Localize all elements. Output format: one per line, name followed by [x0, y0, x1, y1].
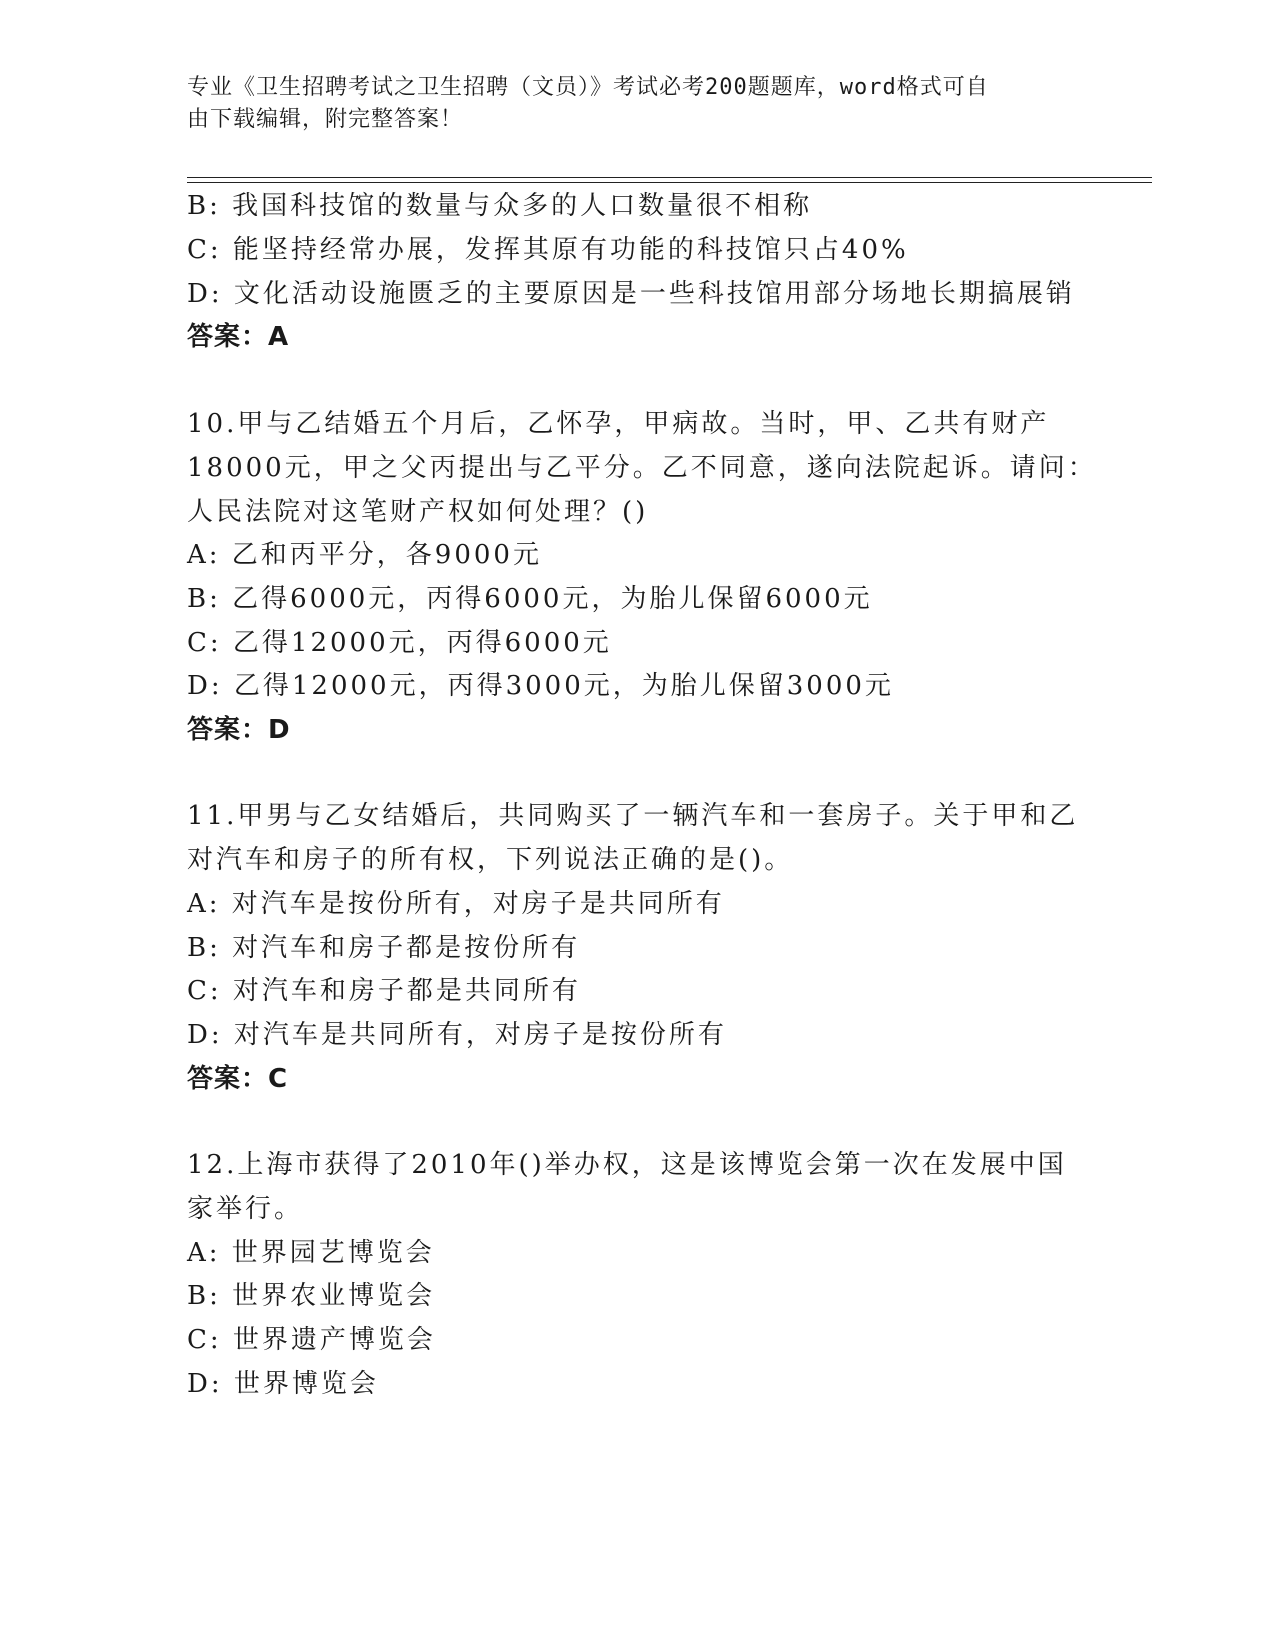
q12-option-c: C: 世界遗产博览会: [187, 1325, 436, 1355]
q10-option-a: A: 乙和丙平分，各9000元: [187, 540, 542, 570]
q10-stem-line-3: 人民法院对这笔财产权如何处理？(): [187, 497, 649, 527]
q12-option-b: B: 世界农业博览会: [187, 1281, 436, 1311]
q12-option-d: D: 世界博览会: [187, 1369, 379, 1399]
document-header: [187, 72, 1067, 136]
q12-stem-line-1: 12.上海市获得了2010年()举办权，这是该博览会第一次在发展中国: [187, 1150, 1067, 1180]
q11-option-c: C: 对汽车和房子都是共同所有: [187, 976, 581, 1006]
q11-stem-line-1: 11.甲男与乙女结婚后，共同购买了一辆汽车和一套房子。关于甲和乙: [187, 801, 1079, 831]
prev-option-b: B: 我国科技馆的数量与众多的人口数量很不相称: [187, 191, 813, 221]
header-line-1: 专业《卫生招聘考试之卫生招聘（文员）》考试必考200题题库，word格式可自: [187, 75, 989, 100]
q10-stem-line-1: 10.甲与乙结婚五个月后，乙怀孕，甲病故。当时，甲、乙共有财产: [187, 409, 1050, 439]
prev-option-c: C: 能坚持经常办展，发挥其原有功能的科技馆只占40%: [187, 235, 909, 265]
q11-answer: 答案：C: [187, 1064, 289, 1094]
q11-option-d: D: 对汽车是共同所有，对房子是按份所有: [187, 1020, 727, 1050]
q10-stem-line-2: 18000元，甲之父丙提出与乙平分。乙不同意，遂向法院起诉。请问：: [187, 453, 1097, 483]
q10-option-c: C: 乙得12000元，丙得6000元: [187, 628, 612, 658]
q11-option-b: B: 对汽车和房子都是按份所有: [187, 933, 581, 963]
q12-option-a: A: 世界园艺博览会: [187, 1238, 435, 1268]
q10-option-d: D: 乙得12000元，丙得3000元，为胎儿保留3000元: [187, 671, 894, 701]
q10-option-b: B: 乙得6000元，丙得6000元，为胎儿保留6000元: [187, 584, 873, 614]
q10-answer: 答案：D: [187, 715, 291, 745]
header-line-2: 由下载编辑，附完整答案！: [187, 107, 464, 132]
q11-stem-line-2: 对汽车和房子的所有权，下列说法正确的是()。: [187, 845, 794, 875]
q12-stem-line-2: 家举行。: [187, 1194, 304, 1224]
header-divider-top: [187, 177, 1152, 178]
prev-answer: 答案：A: [187, 322, 290, 352]
header-divider-bottom: [187, 182, 1152, 183]
prev-option-d: D: 文化活动设施匮乏的主要原因是一些科技馆用部分场地长期搞展销: [187, 279, 1075, 309]
q11-option-a: A: 对汽车是按份所有，对房子是共同所有: [187, 889, 725, 919]
